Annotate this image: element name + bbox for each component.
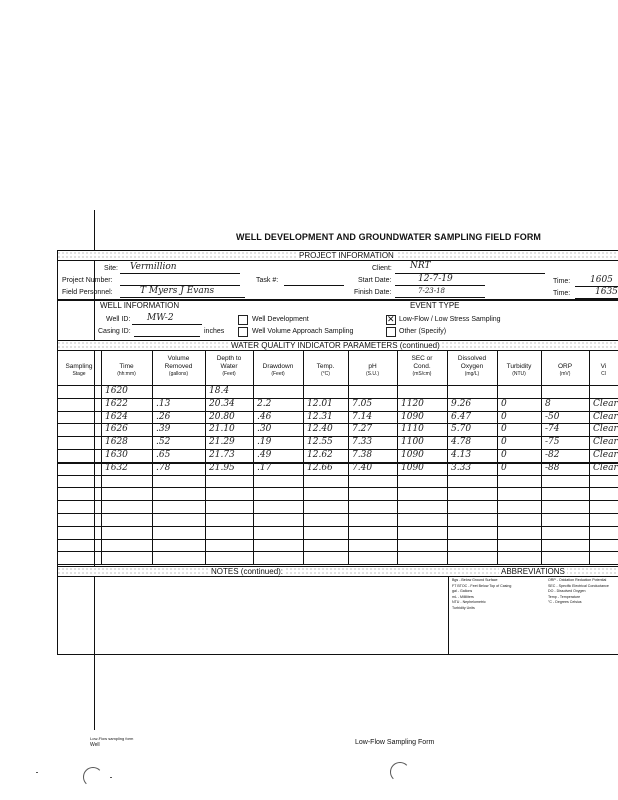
table-cell: .30 bbox=[257, 424, 272, 435]
footer-center: Low-Flow Sampling Form bbox=[355, 739, 435, 746]
form-title: WELL DEVELOPMENT AND GROUNDWATER SAMPLING FIELD FORM bbox=[236, 232, 542, 242]
finish-date-underline bbox=[395, 297, 485, 298]
speck bbox=[110, 777, 112, 778]
event-type-title: EVENT TYPE bbox=[410, 301, 460, 310]
table-cell: 8 bbox=[545, 398, 551, 409]
table-cell: .26 bbox=[156, 411, 171, 422]
table-cell: 0 bbox=[501, 437, 507, 448]
time-value: 1605 bbox=[590, 275, 613, 285]
check-x-icon: ✕ bbox=[387, 314, 395, 324]
table-cell: 12.01 bbox=[307, 398, 333, 409]
table-header-text bbox=[348, 355, 397, 363]
table-cell: 6.47 bbox=[451, 411, 472, 422]
table-row bbox=[57, 539, 618, 540]
table-header-text: SEC or bbox=[411, 355, 433, 362]
table-col-divider bbox=[101, 351, 102, 565]
table-header-cell bbox=[152, 355, 205, 379]
table-cell: 1626 bbox=[105, 424, 128, 435]
well-id-value: MW-2 bbox=[147, 313, 174, 323]
time-label: Time: bbox=[553, 278, 571, 285]
table-cell: 21.95 bbox=[209, 462, 235, 473]
table-cell: 12.55 bbox=[307, 437, 333, 448]
table-cell: .46 bbox=[257, 411, 272, 422]
casing-id-underline bbox=[134, 336, 200, 337]
table-header-text: Dissolved bbox=[457, 355, 487, 362]
table-cell: 12.66 bbox=[307, 462, 333, 473]
table-header-cell bbox=[447, 355, 497, 379]
abbreviation-item: Turbidity Units bbox=[452, 605, 475, 610]
table-cell: 21.10 bbox=[209, 424, 235, 435]
table-header-text: Turbidity bbox=[506, 363, 532, 370]
table-cell: 1120 bbox=[401, 398, 424, 409]
table-col-divider bbox=[205, 351, 206, 565]
table-header-text: Volume bbox=[167, 355, 190, 362]
abbreviation-item: gal - Gallons bbox=[452, 589, 473, 593]
table-col-divider bbox=[541, 351, 542, 565]
table-row bbox=[57, 500, 618, 501]
table-header-text: (mV) bbox=[559, 371, 571, 377]
table-row bbox=[57, 449, 618, 450]
table-col-divider bbox=[253, 351, 254, 565]
table-row bbox=[57, 475, 618, 476]
field-personnel-underline bbox=[120, 297, 245, 298]
abbreviation-item: Temp - Temperature bbox=[548, 594, 581, 599]
option-low-flow: Low-Flow / Low Stress Sampling bbox=[399, 316, 501, 323]
table-cell: 7.40 bbox=[352, 462, 373, 473]
table-header-text: (gallons) bbox=[168, 371, 189, 377]
abbrev-title: ABBREVIATIONS bbox=[501, 567, 565, 576]
table-header-text bbox=[541, 355, 589, 363]
site-label: Site: bbox=[104, 265, 119, 272]
table-header-text: Stage bbox=[72, 371, 86, 377]
table-header-text: (°C) bbox=[321, 371, 330, 377]
site-value: Vermillion bbox=[130, 262, 177, 272]
table-cell: -88 bbox=[545, 462, 560, 473]
checkbox-well-volume[interactable] bbox=[238, 327, 248, 337]
table-header-text: Depth to bbox=[216, 355, 242, 362]
start-date-value: 12-7-19 bbox=[418, 274, 453, 284]
abbreviation-item: ORP - Oxidation Reduction Potential bbox=[548, 578, 607, 582]
field-personnel-label: Field Personnel: bbox=[62, 289, 113, 296]
punch-hole-left bbox=[83, 767, 103, 787]
checkbox-low-flow[interactable] bbox=[386, 315, 396, 325]
well-id-label: Well ID: bbox=[106, 316, 131, 323]
table-header-text: Vi bbox=[600, 363, 607, 370]
notes-area[interactable] bbox=[57, 577, 449, 655]
table-row bbox=[57, 411, 618, 412]
site-underline bbox=[120, 273, 240, 274]
table-header-text bbox=[303, 355, 348, 363]
table-header-cell bbox=[541, 355, 589, 379]
table-header-text bbox=[101, 355, 152, 363]
speck bbox=[36, 772, 38, 773]
task-underline bbox=[284, 285, 344, 286]
table-cell: 2.2 bbox=[257, 398, 272, 409]
table-row bbox=[57, 513, 618, 514]
table-cell: .13 bbox=[156, 398, 171, 409]
table-row bbox=[57, 462, 618, 464]
table-row bbox=[57, 487, 618, 488]
notes-left-border bbox=[57, 250, 58, 654]
table-row bbox=[57, 526, 618, 527]
finish-date-label: Finish Date: bbox=[354, 289, 392, 296]
table-header-text bbox=[253, 355, 303, 363]
option-other: Other (Specify) bbox=[399, 328, 447, 335]
table-cell: 20.80 bbox=[209, 411, 235, 422]
table-header-text: Cl bbox=[601, 371, 606, 377]
table-header-cell bbox=[303, 355, 348, 379]
table-cell: Clear bbox=[593, 450, 618, 460]
table-header-cell bbox=[253, 355, 303, 379]
table-cell: .78 bbox=[156, 462, 171, 473]
abbreviation-item: NTU - Nephelometric bbox=[452, 600, 486, 604]
table-col-divider bbox=[447, 351, 448, 565]
table-cell: 7.27 bbox=[352, 424, 373, 435]
table-cell: .19 bbox=[257, 437, 272, 448]
table-cell: 1630 bbox=[105, 450, 128, 460]
table-header-text: ORP bbox=[557, 363, 573, 370]
abbreviation-item: DO - Dissolved Oxygen bbox=[548, 589, 586, 593]
table-header-text: Oxygen bbox=[460, 363, 484, 370]
table-header-text: Drawdown bbox=[262, 363, 294, 370]
table-cell: 1110 bbox=[401, 424, 424, 435]
table-header-text: Sampling bbox=[65, 363, 93, 370]
table-cell: 21.29 bbox=[209, 437, 235, 448]
inches-label: inches bbox=[204, 328, 225, 335]
table-cell: 12.62 bbox=[307, 450, 333, 460]
abbreviation-item: FT BTOC - Feet Below Top of Casing bbox=[452, 583, 512, 588]
table-header-cell bbox=[348, 355, 397, 379]
table-cell: -82 bbox=[545, 450, 560, 460]
table-col-divider bbox=[397, 351, 398, 565]
table-cell: .65 bbox=[156, 450, 171, 460]
abbreviation-item: Bgs - Below Ground Surface bbox=[452, 578, 498, 582]
table-header-text: (Feet) bbox=[271, 371, 285, 377]
punch-hole-center bbox=[390, 762, 410, 782]
table-cell: .17 bbox=[257, 462, 272, 473]
table-cell: 12.40 bbox=[307, 424, 333, 435]
water-quality-title: WATER QUALITY INDICATOR PARAMETERS (continued) bbox=[231, 341, 440, 350]
checkbox-well-development[interactable] bbox=[238, 315, 248, 325]
start-date-underline bbox=[395, 285, 485, 286]
table-header-text: Temp. bbox=[316, 363, 335, 370]
table-cell: 3.33 bbox=[451, 462, 472, 473]
checkbox-other[interactable] bbox=[386, 327, 396, 337]
finish-date-value: 7-23-18 bbox=[418, 287, 445, 295]
footer-left-2: Well bbox=[90, 742, 100, 748]
table-cell: 1622 bbox=[105, 398, 128, 409]
table-cell: 7.05 bbox=[352, 398, 373, 409]
table-header-cell bbox=[397, 355, 447, 379]
table-cell: 0 bbox=[501, 424, 507, 435]
well-id-underline bbox=[132, 324, 202, 325]
table-header-text: (Feet) bbox=[222, 371, 236, 377]
table-cell: -75 bbox=[545, 437, 560, 448]
table-cell: 20.34 bbox=[209, 398, 235, 409]
table-header-text bbox=[497, 355, 541, 363]
table-col-divider bbox=[497, 351, 498, 565]
start-date-label: Start Date: bbox=[358, 277, 392, 284]
project-number-label: Project Number: bbox=[62, 277, 113, 284]
table-cell: 4.13 bbox=[451, 450, 472, 460]
abbreviation-item: mL - Milliliters bbox=[452, 594, 474, 599]
abbrev-right-list bbox=[548, 578, 609, 606]
table-col-divider bbox=[303, 351, 304, 565]
table-cell: Clear bbox=[593, 411, 618, 422]
table-header-text: Removed bbox=[164, 363, 193, 370]
table-row bbox=[57, 423, 618, 424]
option-well-development: Well Development bbox=[252, 316, 309, 323]
table-cell: 1620 bbox=[105, 386, 128, 396]
table-cell: 1632 bbox=[105, 462, 128, 473]
table-header-text: (mg/L) bbox=[464, 371, 480, 377]
water-quality-band bbox=[57, 340, 618, 351]
time2-value: 1635 bbox=[595, 287, 618, 297]
water-quality-table bbox=[57, 351, 618, 565]
task-label: Task #: bbox=[256, 277, 279, 284]
footer-left-1: Low-Flow sampling form bbox=[90, 736, 134, 741]
table-cell: 0 bbox=[501, 450, 507, 460]
table-cell: Clear bbox=[593, 398, 618, 409]
field-personnel-value: T Myers J Evans bbox=[140, 286, 215, 296]
table-cell: 1090 bbox=[401, 450, 424, 460]
table-cell: 1090 bbox=[401, 411, 424, 422]
table-header-text: (hh:mm) bbox=[117, 371, 136, 377]
table-cell: 0 bbox=[501, 462, 507, 473]
table-header-cell bbox=[101, 355, 152, 379]
table-col-divider bbox=[348, 351, 349, 565]
table-row bbox=[57, 436, 618, 437]
project-info-title: PROJECT INFORMATION bbox=[299, 251, 394, 260]
table-cell: .52 bbox=[156, 437, 171, 448]
table-cell: 7.33 bbox=[352, 437, 373, 448]
table-cell: .39 bbox=[156, 424, 171, 435]
table-header-text: (mS/cm) bbox=[412, 371, 432, 377]
table-cell: -74 bbox=[545, 424, 560, 435]
table-cell: 1100 bbox=[401, 437, 424, 448]
table-header-cell bbox=[205, 355, 253, 379]
table-cell: -50 bbox=[545, 411, 560, 422]
table-cell: 1624 bbox=[105, 411, 128, 422]
table-cell: 18.4 bbox=[209, 386, 230, 396]
table-header-text bbox=[57, 355, 101, 363]
table-col-divider bbox=[152, 351, 153, 565]
table-cell: 4.78 bbox=[451, 437, 472, 448]
abbrev-left-list bbox=[452, 578, 511, 611]
table-cell: Clear bbox=[593, 462, 618, 473]
table-header-text: Time bbox=[119, 363, 134, 370]
table-cell: Clear bbox=[593, 424, 618, 435]
casing-id-label: Casing ID: bbox=[98, 328, 131, 335]
table-header-text: pH bbox=[368, 363, 377, 370]
table-header-text: Water bbox=[220, 363, 238, 370]
table-row bbox=[57, 551, 618, 552]
client-value: NRT bbox=[410, 261, 431, 271]
option-well-volume: Well Volume Approach Sampling bbox=[252, 328, 354, 335]
well-info-title: WELL INFORMATION bbox=[100, 301, 180, 310]
table-cell: 1628 bbox=[105, 437, 128, 448]
client-label: Client: bbox=[372, 265, 392, 272]
abbreviation-item: °C - Degrees Celsius bbox=[548, 600, 582, 604]
table-cell: Clear bbox=[593, 437, 618, 448]
table-cell: 21.73 bbox=[209, 450, 235, 460]
table-header-text: (S.U.) bbox=[365, 371, 380, 377]
table-cell: 9.26 bbox=[451, 398, 472, 409]
table-cell: 12.31 bbox=[307, 411, 333, 422]
table-col-divider bbox=[589, 351, 590, 565]
table-cell: 5.70 bbox=[451, 424, 472, 435]
table-cell: 7.38 bbox=[352, 450, 373, 460]
table-header-text: (NTU) bbox=[512, 371, 526, 377]
table-cell: 0 bbox=[501, 411, 507, 422]
table-cell: 1090 bbox=[401, 462, 424, 473]
notes-band bbox=[57, 566, 618, 577]
notes-title: NOTES (continued): bbox=[211, 567, 284, 576]
table-header-cell bbox=[57, 355, 101, 379]
table-cell: 0 bbox=[501, 398, 507, 409]
time2-label: Time: bbox=[553, 290, 571, 297]
table-header-text: Cond. bbox=[413, 363, 431, 370]
table-cell: 7.14 bbox=[352, 411, 373, 422]
table-cell: .49 bbox=[257, 450, 272, 460]
table-row bbox=[57, 398, 618, 399]
project-info-band bbox=[57, 250, 618, 261]
abbreviation-item: SEC - Specific Electrical Conductance bbox=[548, 583, 609, 588]
table-header-cell bbox=[497, 355, 541, 379]
table-header-bottom bbox=[57, 385, 618, 386]
table-header-text bbox=[589, 355, 618, 363]
table-header-cell bbox=[589, 355, 618, 379]
